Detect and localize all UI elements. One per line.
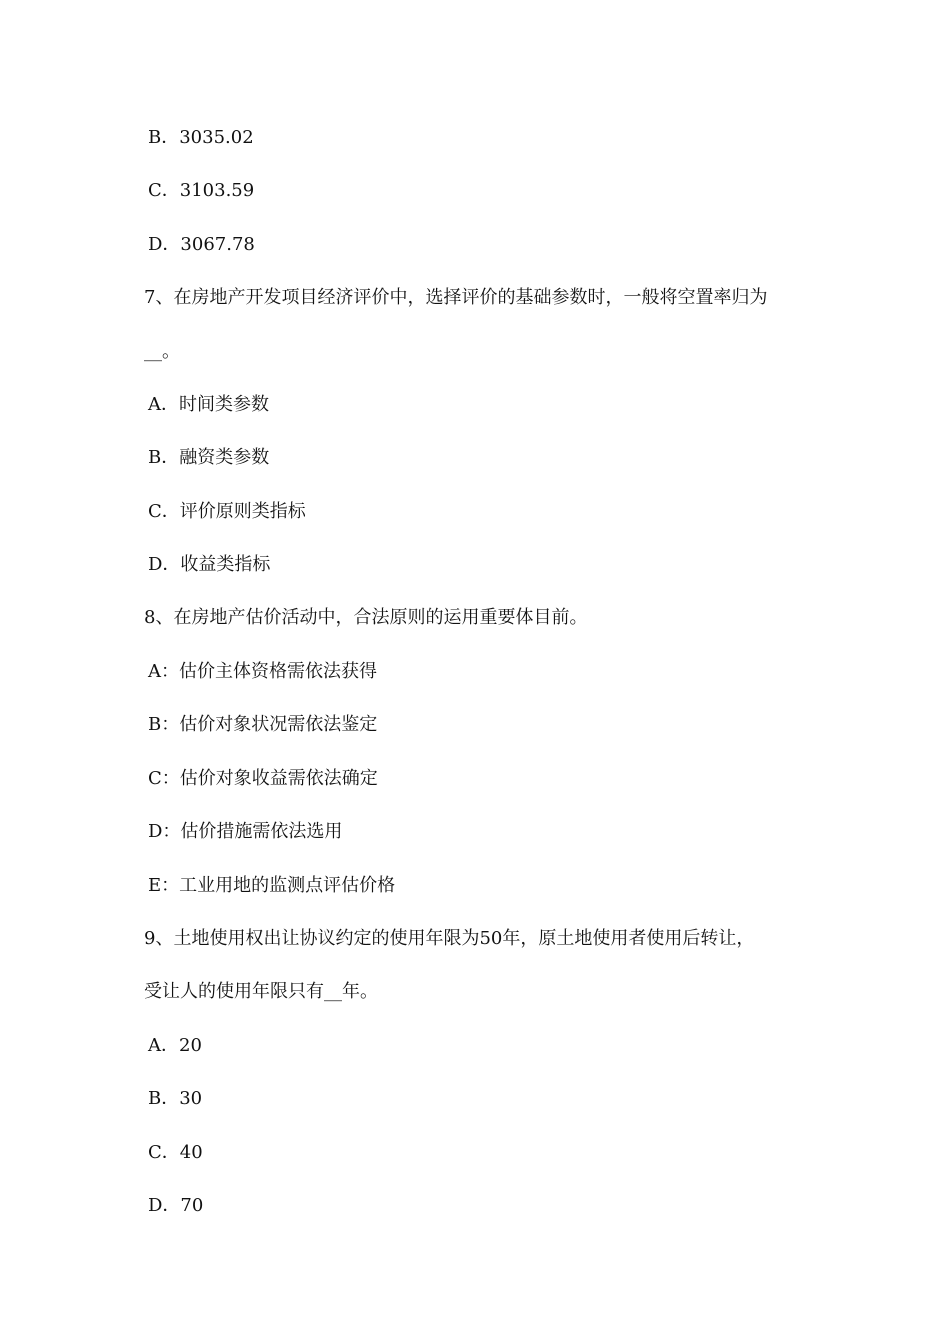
q8-option-c: C：估价对象收益需依法确定 — [148, 768, 378, 789]
question-8: 8、在房地产估价活动中，合法原则的运用重要体目前。 — [144, 607, 588, 628]
q8-option-a: A：估价主体资格需依法获得 — [148, 661, 377, 682]
question-7-line-2: __。 — [144, 341, 180, 362]
q7-option-b: B．融资类参数 — [148, 447, 270, 468]
option-b-prev: B．3035.02 — [148, 127, 254, 148]
q8-option-e: E：工业用地的监测点评估价格 — [148, 875, 396, 896]
question-7-line-1: 7、在房地产开发项目经济评价中，选择评价的基础参数时，一般将空置率归为 — [144, 287, 768, 308]
option-c-prev: C．3103.59 — [148, 180, 255, 201]
q7-option-d: D．收益类指标 — [148, 554, 271, 575]
q8-option-b: B：估价对象状况需依法鉴定 — [148, 714, 378, 735]
q8-option-d: D：估价措施需依法选用 — [148, 821, 343, 842]
option-d-prev: D．3067.78 — [148, 234, 255, 255]
question-9-line-2: 受让人的使用年限只有__年。 — [144, 981, 378, 1002]
q9-option-a: A．20 — [148, 1035, 202, 1056]
q9-option-c: C．40 — [148, 1142, 203, 1163]
q7-option-a: A．时间类参数 — [148, 394, 269, 415]
q9-option-b: B．30 — [148, 1088, 203, 1109]
q9-option-d: D．70 — [148, 1195, 204, 1216]
question-9-line-1: 9、土地使用权出让协议约定的使用年限为50年，原土地使用者使用后转让， — [144, 928, 755, 949]
q7-option-c: C．评价原则类指标 — [148, 501, 306, 522]
